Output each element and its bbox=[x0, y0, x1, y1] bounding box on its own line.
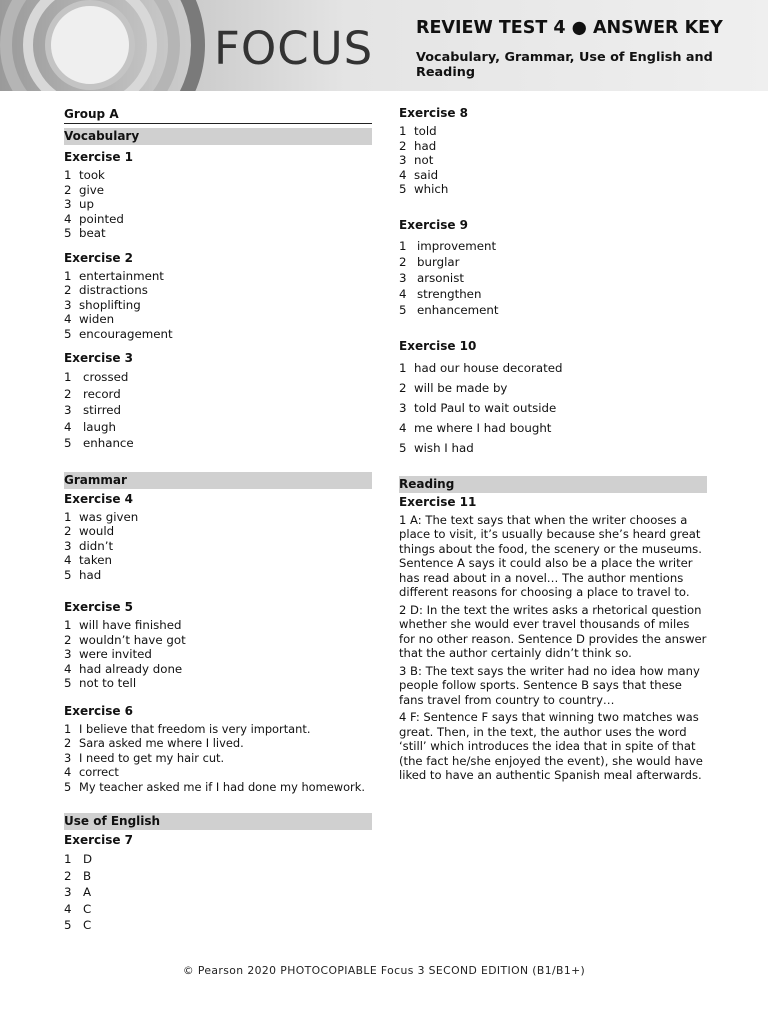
answer-item: 5 My teacher asked me if I had done my homework. bbox=[64, 779, 365, 794]
answer-item: 3 up bbox=[64, 197, 94, 211]
answer-item: 1 told bbox=[399, 124, 437, 138]
exercise-8 bbox=[399, 106, 707, 197]
answer-item: 2 would bbox=[64, 524, 115, 538]
answer-item: 3 were invited bbox=[64, 647, 152, 661]
exercise-title: Exercise 11 bbox=[399, 494, 477, 509]
answer-item: 5 encouragement bbox=[64, 326, 173, 341]
exercise-title: Exercise 3 bbox=[64, 351, 134, 365]
exercise-title: Exercise 6 bbox=[64, 703, 134, 718]
answer-item: 4 C bbox=[64, 901, 92, 916]
answer-item: 5 wish I had bbox=[399, 440, 474, 455]
answer-item: 3 didn’t bbox=[64, 538, 114, 553]
page-title: REVIEW TEST 4 ● ANSWER KEY bbox=[416, 18, 723, 38]
exercise-title: Exercise 7 bbox=[64, 833, 134, 847]
exercise-11 bbox=[399, 495, 707, 783]
group-heading: Group A bbox=[64, 106, 372, 124]
answer-item: 4 correct bbox=[64, 765, 119, 779]
exercise-title: Exercise 4 bbox=[64, 491, 134, 506]
answer-item: 2 wouldn’t have got bbox=[64, 632, 186, 647]
answer-item: 4 laugh bbox=[64, 419, 116, 434]
exercise-title: Exercise 5 bbox=[64, 600, 134, 614]
answer-list bbox=[399, 358, 707, 458]
section-use-of-english: Use of English bbox=[64, 813, 372, 830]
brand-logo-text: FOCUS bbox=[214, 22, 374, 75]
exercise-title: Exercise 8 bbox=[399, 106, 469, 120]
answer-item: 2 distractions bbox=[64, 283, 148, 297]
answer-item: 2 B bbox=[64, 868, 92, 883]
left-column bbox=[64, 106, 372, 934]
answer-item: 5 not to tell bbox=[64, 676, 137, 690]
answer-item: 2 Sara asked me where I lived. bbox=[64, 736, 244, 750]
answer-list bbox=[64, 510, 372, 583]
answer-list bbox=[64, 269, 372, 342]
exercise-7 bbox=[64, 833, 372, 934]
answer-item: 5 C bbox=[64, 918, 92, 932]
answer-item: 1 improvement bbox=[399, 238, 497, 253]
answer-item: 4 had already done bbox=[64, 661, 183, 676]
answer-item: 2 record bbox=[64, 386, 121, 401]
answer-item: 4 said bbox=[399, 167, 439, 182]
answer-item: 4 me where I had bought bbox=[399, 420, 552, 435]
reading-answers bbox=[399, 513, 707, 783]
answer-list bbox=[399, 124, 707, 197]
answer-item: 2 give bbox=[64, 182, 105, 197]
exercise-5 bbox=[64, 600, 372, 691]
exercise-title: Exercise 2 bbox=[64, 250, 134, 265]
page-footer: © Pearson 2020 PHOTOCOPIABLE Focus 3 SECOND EDITION (B1/B1+) bbox=[182, 964, 586, 977]
answer-list bbox=[64, 851, 372, 934]
answer-item: 1 took bbox=[64, 168, 105, 182]
exercise-9 bbox=[399, 218, 707, 319]
page-subtitle: Vocabulary, Grammar, Use of English and Reading bbox=[416, 50, 713, 80]
exercise-title: Exercise 10 bbox=[399, 338, 477, 353]
page-header bbox=[0, 0, 768, 91]
answer-item: 1 D bbox=[64, 852, 93, 866]
answer-item: 1 will have finished bbox=[64, 618, 182, 632]
focus-logo-graphic bbox=[0, 0, 220, 91]
exercise-2 bbox=[64, 251, 372, 342]
answer-item: 2 burglar bbox=[399, 254, 460, 269]
exercise-title: Exercise 9 bbox=[399, 217, 469, 232]
answer-item: 5 enhance bbox=[64, 436, 134, 450]
section-vocabulary: Vocabulary bbox=[64, 128, 372, 145]
answer-item: 3 A bbox=[64, 885, 92, 899]
answer-item: 5 had bbox=[64, 567, 102, 582]
exercise-title: Exercise 1 bbox=[64, 150, 134, 164]
answer-item: 4 pointed bbox=[64, 211, 124, 226]
answer-item: 1 I believe that freedom is very important. bbox=[64, 721, 311, 736]
section-reading: Reading bbox=[399, 476, 707, 493]
answer-list bbox=[399, 238, 707, 319]
answer-item: 2 had bbox=[399, 138, 437, 153]
answer-list bbox=[64, 722, 372, 795]
answer-list bbox=[64, 168, 372, 241]
exercise-3 bbox=[64, 351, 372, 452]
answer-item: 3 shoplifting bbox=[64, 297, 141, 312]
section-grammar: Grammar bbox=[64, 472, 372, 489]
reading-answer-paragraph: 2 D: In the text the writes asks a rhetorical question whether she would ever travel thousands of miles for no other reason. Sentence D provides the answer that the author certainly didn’t think so. bbox=[399, 602, 707, 661]
exercise-4 bbox=[64, 492, 372, 583]
answer-list bbox=[64, 618, 372, 691]
reading-answer-paragraph: 3 B: The text says the writer had no idea how many people follow sports. Sentence B says that these fans travel from country to country… bbox=[399, 663, 700, 707]
answer-item: 5 enhancement bbox=[399, 303, 499, 318]
exercise-6 bbox=[64, 704, 372, 795]
exercise-1 bbox=[64, 150, 372, 241]
answer-item: 1 had our house decorated bbox=[399, 360, 563, 375]
answer-item: 3 arsonist bbox=[399, 270, 464, 285]
reading-answer-paragraph: 1 A: The text says that when the writer chooses a place to visit, it’s usually because she’s heard great things about the food, the scenery or the museums. Sentence A says it could also be a place the writer has read about in a novel… The author mentions different reasons for choosing a place to travel to. bbox=[399, 512, 702, 600]
answer-list bbox=[64, 369, 372, 452]
answer-item: 4 widen bbox=[64, 312, 115, 326]
answer-item: 4 taken bbox=[64, 553, 113, 567]
answer-item: 3 I need to get my hair cut. bbox=[64, 750, 225, 765]
answer-item: 5 which bbox=[399, 182, 449, 196]
answer-item: 1 crossed bbox=[64, 370, 129, 384]
answer-item: 5 beat bbox=[64, 226, 106, 240]
answer-item: 3 told Paul to wait outside bbox=[399, 400, 557, 415]
answer-item: 1 was given bbox=[64, 509, 139, 524]
reading-answer-paragraph: 4 F: Sentence F says that winning two matches was great. Then, in the text, the author uses the word ‘still’ which introduces the idea that in spite of that (the fact he/she enjoyed the event), she would have liked to have an authentic Spanish meal afterwards. bbox=[399, 710, 703, 783]
answer-item: 1 entertainment bbox=[64, 268, 164, 283]
answer-item: 3 not bbox=[399, 153, 434, 167]
exercise-10 bbox=[399, 339, 707, 458]
answer-item: 2 will be made by bbox=[399, 380, 508, 395]
answer-item: 3 stirred bbox=[64, 403, 122, 417]
answer-item: 4 strengthen bbox=[399, 287, 482, 302]
right-column bbox=[399, 106, 707, 786]
